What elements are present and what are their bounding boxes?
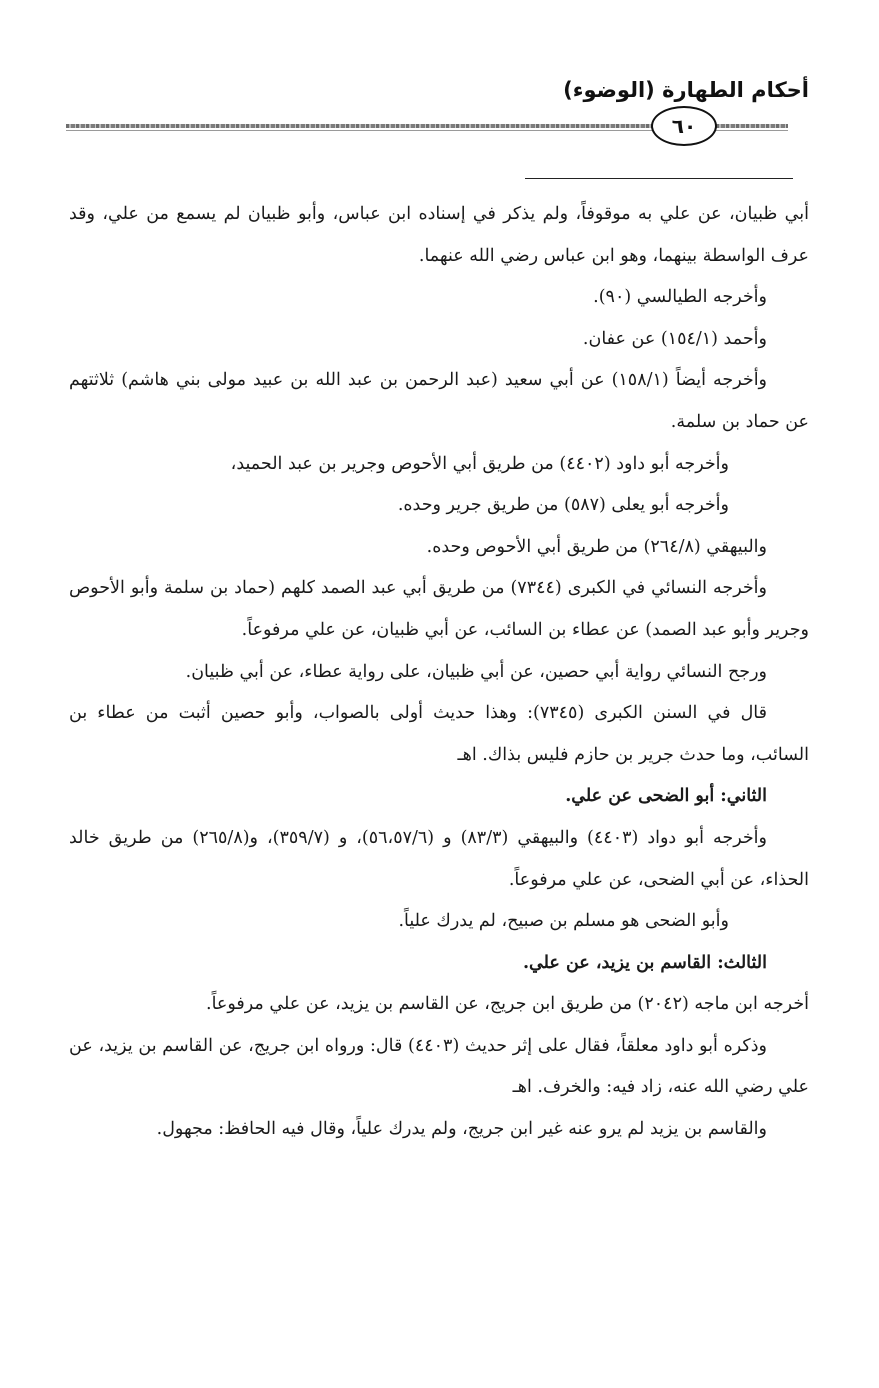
paragraph-10: قال في السنن الكبرى (٧٣٤٥): وهذا حديث أولى بالصواب، وأبو حصين أثبت من عطاء بن السائب، وما حدث جرير بن حازم فليس بذاك. اهـ [69,703,809,765]
paragraph-1: أبي ظبيان، عن علي به موقوفاً، ولم يذكر في إسناده ابن عباس، وأبو ظبيان لم يسمع من علي، وقد عرف الواسطة بينهما، وهو ابن عباس رضي الله عنهما. [69,204,809,266]
paragraph-13: وأبو الضحى هو مسلم بن صبيح، لم يدرك علياً. [398,911,729,932]
paragraph-9: ورجح النسائي رواية أبي حصين، عن أبي ظبيان، على رواية عطاء، عن أبي ظبيان. [185,661,767,682]
paragraph-5: وأخرجه أبو داود (٤٤٠٢) من طريق أبي الأحوص وجرير بن عبد الحميد، [230,453,729,474]
paragraph-4: وأخرجه أيضاً (١٥٨/١) عن أبي سعيد (عبد الرحمن بن عبد الله بن عبيد مولى بني هاشم) ثلاثتهم عن حماد بن سلمة. [69,370,809,432]
paragraph-6: وأخرجه أبو يعلى (٥٨٧) من طريق جرير وحده. [397,495,729,516]
paragraph-7: والبيهقي (٢٦٤/٨) من طريق أبي الأحوص وحده. [426,536,767,557]
paragraph-8: وأخرجه النسائي في الكبرى (٧٣٤٤) من طريق أبي عبد الصمد كلهم (حماد بن سلمة وأبو الأحوص وجرير وأبو عبد الصمد) عن عطاء بن السائب، عن أبي ظبيان، عن علي مرفوعاً. [69,578,809,640]
section-heading-second: الثاني: أبو الضحى عن علي. [565,786,767,807]
paragraph-3: وأحمد (١٥٤/١) عن عفان. [582,328,767,349]
paragraph-12: وأخرجه أبو دواد (٤٤٠٣) والبيهقي (٨٣/٣) و (٥٦،٥٧/٦)، و (٣٥٩/٧)، و(٢٦٥/٨) من طريق خالد الحذاء، عن أبي الضحى، عن علي مرفوعاً. [69,827,809,890]
section-heading-third: الثالث: القاسم بن يزيد، عن علي. [522,952,767,973]
paragraph-17: والقاسم بن يزيد لم يرو عنه غير ابن جريج، ولم يدرك علياً، وقال فيه الحافظ: مجهول. [156,1119,767,1140]
paragraph-16: وذكره أبو داود معلقاً، فقال على إثر حديث (٤٤٠٣) قال: ورواه ابن جريج، عن القاسم بن يزيد، عن علي رضي الله عنه، زاد فيه: والخرف. اهـ [69,1035,809,1098]
paragraph-15: أخرجه ابن ماجه (٢٠٤٢) من طريق ابن جريج، عن القاسم بن يزيد، عن علي مرفوعاً. [206,994,809,1015]
paragraph-2: وأخرجه الطيالسي (٩٠). [593,287,767,308]
page-number-badge: ٦٠ [651,106,717,146]
page-body [69,194,809,1151]
footnote-separator-rule [525,178,793,179]
running-header-title: أحكام الطهارة (الوضوء) [563,78,809,102]
